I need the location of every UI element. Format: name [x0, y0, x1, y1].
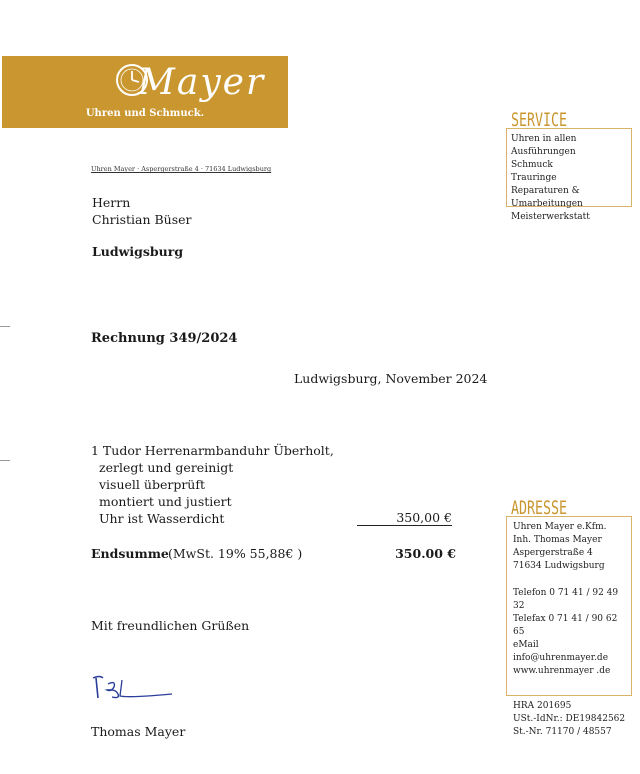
contact-fax: Telefax 0 71 41 / 90 62 65: [513, 614, 618, 637]
service-item: Schmuck: [511, 160, 553, 170]
address-line: Inh. Thomas Mayer: [513, 535, 602, 545]
total-label: Endsumme: [91, 546, 169, 561]
fold-mark: [0, 326, 10, 327]
address-line: Uhren Mayer e.Kfm.: [513, 522, 607, 532]
contact-email: eMail info@uhrenmayer.de: [513, 640, 609, 663]
invoice-title: Rechnung 349/2024: [91, 331, 238, 346]
contact-web: www.uhrenmayer .de: [513, 666, 611, 676]
punch-mark: [0, 460, 10, 461]
signature-icon: [90, 672, 175, 702]
address-box: [506, 516, 632, 737]
legal-tax-no: St.-Nr. 71170 / 48557: [513, 727, 612, 737]
vat-note: (MwSt. 19% 55,88€ ): [168, 546, 303, 561]
total-value: 350.00 €: [395, 546, 456, 561]
sender-line: Uhren Mayer · Aspergerstraße 4 · 71634 Ludwigsburg: [91, 165, 272, 173]
logo-wordmark: Mayer: [138, 62, 266, 103]
legal-vat-id: USt.-IdNr.: DE19842562: [513, 714, 626, 724]
recipient-name: Christian Büser: [92, 212, 192, 227]
service-box: [506, 128, 632, 222]
address-heading: ADRESSE: [511, 497, 568, 519]
item-price: 350,00 €: [357, 510, 452, 526]
legal-hra: HRA 201695: [513, 701, 572, 711]
item-line: zerlegt und gereinigt: [99, 460, 234, 475]
service-item: Uhren in allen Ausführungen: [511, 134, 577, 157]
closing-greeting: Mit freundlichen Grüßen: [91, 618, 250, 633]
recipient-city: Ludwigsburg: [92, 244, 184, 259]
item-line: 1 Tudor Herrenarmbanduhr Überholt,: [91, 443, 334, 458]
service-item: Reparaturen & Umarbeitungen: [511, 186, 583, 209]
signer-name: Thomas Mayer: [91, 724, 186, 739]
service-heading: SERVICE: [511, 109, 568, 131]
item-line: visuell überprüft: [99, 477, 205, 492]
logo-tagline: Uhren und Schmuck.: [85, 108, 205, 119]
item-line: montiert und justiert: [99, 494, 232, 509]
service-item: Meisterwerkstatt: [511, 212, 590, 222]
address-line: Aspergerstraße 4: [513, 548, 593, 558]
service-item: Trauringe: [511, 173, 557, 183]
address-line: 71634 Ludwigsburg: [513, 561, 605, 571]
recipient-salutation: Herrn: [92, 195, 131, 210]
invoice-place-date: Ludwigsburg, November 2024: [294, 371, 488, 386]
contact-phone: Telefon 0 71 41 / 92 49 32: [513, 588, 619, 611]
item-line: Uhr ist Wasserdicht: [99, 511, 225, 526]
